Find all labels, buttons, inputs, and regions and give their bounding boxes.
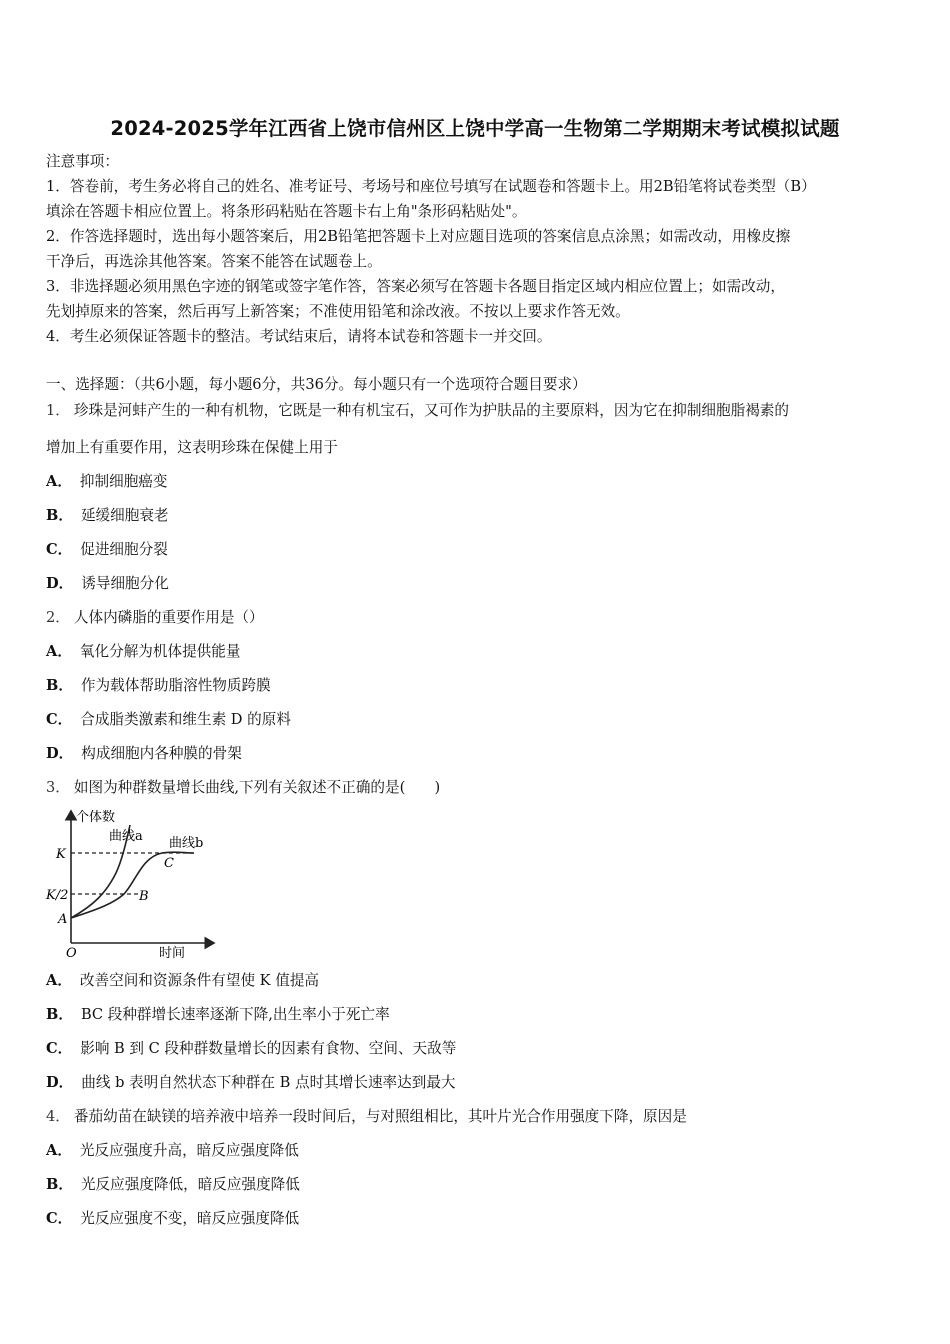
option-text: 光反应强度升高，暗反应强度降低	[79, 1142, 299, 1159]
question-1-stem	[46, 401, 789, 421]
question-number: 4．	[46, 1108, 70, 1125]
k-half-label: K/2	[46, 888, 69, 903]
option-text: 诱导细胞分化	[81, 575, 169, 592]
question-text: 人体内磷脂的重要作用是（）	[73, 609, 264, 626]
population-growth-figure	[44, 805, 224, 960]
option-b[interactable]	[46, 1175, 300, 1195]
curve-b-label: 曲线b	[169, 836, 204, 851]
point-b-label: B	[139, 889, 149, 904]
note-line: 2．作答选择题时，选出每小题答案后，用2B铅笔把答题卡上对应题目选项的答案信息点涂黑；如需改动，用橡皮擦	[46, 228, 791, 245]
option-letter: B．	[46, 507, 73, 524]
option-text: BC 段种群增长速率逐渐下降,出生率小于死亡率	[80, 1006, 390, 1023]
option-letter: C．	[46, 541, 73, 558]
note-line: 填涂在答题卡相应位置上。将条形码粘贴在答题卡右上角"条形码粘贴处"。	[46, 203, 527, 220]
question-number: 1．	[46, 402, 70, 419]
option-text: 光反应强度降低，暗反应强度降低	[80, 1176, 300, 1193]
option-text: 促进细胞分裂	[80, 541, 168, 558]
option-letter: C．	[46, 711, 73, 728]
option-d[interactable]	[46, 1073, 456, 1093]
option-b[interactable]	[46, 1005, 390, 1025]
option-text: 氧化分解为机体提供能量	[79, 643, 241, 660]
question-number: 3．	[46, 779, 70, 796]
curve-b-line	[71, 852, 194, 918]
question-1-stem-cont: 增加上有重要作用，这表明珍珠在保健上用于	[46, 439, 338, 456]
option-letter: C．	[46, 1210, 73, 1227]
option-a[interactable]	[46, 472, 168, 492]
notes-heading: 注意事项：	[46, 153, 119, 170]
option-c[interactable]	[46, 710, 291, 730]
option-d[interactable]	[46, 744, 242, 764]
option-b[interactable]	[46, 676, 271, 696]
note-line: 3．非选择题必须用黑色字迹的钢笔或签字笔作答，答案必须写在答题卡各题目指定区域内相应位置上；如需改动，	[46, 278, 785, 295]
note-line: 干净后，再选涂其他答案。答案不能答在试题卷上。	[46, 253, 382, 270]
point-c-label: C	[164, 856, 174, 871]
question-4-stem	[46, 1107, 687, 1127]
question-text: 如图为种群数量增长曲线,下列有关叙述不正确的是( )	[73, 779, 441, 796]
option-a[interactable]	[46, 971, 319, 991]
option-text: 曲线 b 表明自然状态下种群在 B 点时其增长速率达到最大	[81, 1074, 456, 1091]
curve-a-label: 曲线a	[109, 829, 143, 844]
section-heading: 一、选择题：（共6小题，每小题6分，共36分。每小题只有一个选项符合题目要求）	[46, 376, 587, 393]
option-letter: A．	[46, 473, 72, 490]
option-letter: A．	[46, 643, 72, 660]
page-title: 2024-2025学年江西省上饶市信州区上饶中学高一生物第二学期期末考试模拟试题	[110, 117, 840, 140]
question-text: 珍珠是河蚌产生的一种有机物，它既是一种有机宝石，又可作为护肤品的主要原料，因为它在抑制细胞脂褐素的	[73, 402, 789, 419]
option-letter: A．	[46, 972, 72, 989]
option-text: 构成细胞内各种膜的骨架	[81, 745, 242, 762]
note-line: 先划掉原来的答案，然后再写上新答案；不准使用铅笔和涂改液。不按以上要求作答无效。	[46, 303, 630, 320]
option-text: 抑制细胞癌变	[79, 473, 168, 490]
question-number: 2．	[46, 609, 70, 626]
option-c[interactable]	[46, 1039, 456, 1059]
note-line: 1．答卷前，考生务必将自己的姓名、准考证号、考场号和座位号填写在试题卷和答题卡上。用2B铅笔将试卷类型（B）	[46, 178, 816, 195]
option-b[interactable]	[46, 506, 169, 526]
option-text: 影响 B 到 C 段种群数量增长的因素有食物、空间、天敌等	[80, 1040, 457, 1057]
option-c[interactable]	[46, 540, 168, 560]
option-letter: D．	[46, 1074, 74, 1091]
option-letter: A．	[46, 1142, 72, 1159]
option-text: 延缓细胞衰老	[80, 507, 169, 524]
option-c[interactable]	[46, 1209, 299, 1229]
option-text: 光反应强度不变，暗反应强度降低	[80, 1210, 300, 1227]
option-text: 改善空间和资源条件有望使 K 值提高	[79, 972, 320, 989]
question-text: 番茄幼苗在缺镁的培养液中培养一段时间后，与对照组相比，其叶片光合作用强度下降，原因是	[73, 1108, 687, 1125]
option-a[interactable]	[46, 642, 240, 662]
option-d[interactable]	[46, 574, 169, 594]
origin-label: O	[66, 946, 77, 960]
option-letter: D．	[46, 745, 74, 762]
point-a-label: A	[58, 912, 68, 927]
option-letter: C．	[46, 1040, 73, 1057]
option-letter: B．	[46, 677, 73, 694]
note-line: 4．考生必须保证答题卡的整洁。考试结束后，请将本试卷和答题卡一并交回。	[46, 328, 552, 345]
y-axis-label: 个体数	[76, 810, 116, 825]
option-text: 合成脂类激素和维生素 D 的原料	[80, 711, 291, 728]
question-3-stem	[46, 778, 440, 798]
option-letter: B．	[46, 1006, 73, 1023]
x-axis-label: 时间	[159, 946, 186, 960]
question-2-stem	[46, 608, 264, 628]
option-a[interactable]	[46, 1141, 299, 1161]
option-letter: B．	[46, 1176, 73, 1193]
k-label: K	[56, 847, 66, 862]
option-text: 作为载体帮助脂溶性物质跨膜	[80, 677, 271, 694]
option-letter: D．	[46, 575, 74, 592]
